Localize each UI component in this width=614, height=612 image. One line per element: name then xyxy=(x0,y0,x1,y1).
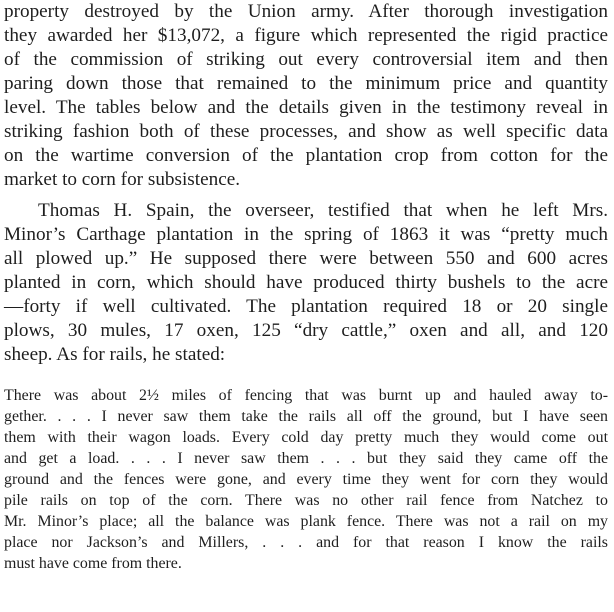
text-line: Thomas H. Spain, the overseer, testified that when he left Mrs. xyxy=(38,200,608,221)
quote-line: place nor Jackson’s and Millers, . . . and for that reason I know the rails xyxy=(4,534,608,551)
text-line: on the wartime conversion of the plantation crop from cotton for the xyxy=(4,145,608,166)
text-line: property destroyed by the Union army. After thorough investigation xyxy=(4,1,608,22)
quote-line: There was about 2½ miles of fencing that was burnt up and hauled away to- xyxy=(4,387,608,404)
text-line: they awarded her $13,072, a figure which represented the rigid practice xyxy=(4,25,608,46)
quote-line: them with their wagon loads. Every cold day pretty much they would come out xyxy=(4,429,608,446)
text-line: planted in corn, which should have produced thirty bushels to the acre xyxy=(4,272,608,293)
text-line: paring down those that remained to the minimum price and quantity xyxy=(4,73,608,94)
text-line: all plowed up.” He supposed there were between 550 and 600 acres xyxy=(4,248,608,269)
quote-line: Mr. Minor’s place; all the balance was plank fence. There was not a rail on my xyxy=(4,513,608,530)
text-line: plows, 30 mules, 17 oxen, 125 “dry cattle,” oxen and all, and 120 xyxy=(4,320,608,341)
quote-line: ground and the fences were gone, and every time they went for corn they would xyxy=(4,471,608,488)
text-line: Minor’s Carthage plantation in the spring of 1863 it was “pretty much xyxy=(4,224,608,245)
text-line: of the commission of striking out every controversial item and then xyxy=(4,49,608,70)
quote-line: must have come from there. xyxy=(4,555,182,572)
quote-line: and get a load. . . . I never saw them . . . but they said they came off the xyxy=(4,450,608,467)
text-line: sheep. As for rails, he stated: xyxy=(4,344,226,365)
text-line: —forty if well cultivated. The plantation required 18 or 20 single xyxy=(4,296,608,317)
quote-line: gether. . . . I never saw them take the rails all off the ground, but I have seen xyxy=(4,408,608,425)
text-line: striking fashion both of these processes, and show as well specific data xyxy=(4,121,608,142)
text-line: market to corn for subsistence. xyxy=(4,169,241,190)
text-line: level. The tables below and the details given in the testimony reveal in xyxy=(4,97,608,118)
quote-line: pile rails on top of the corn. There was no other rail fence from Natchez to xyxy=(4,492,608,509)
